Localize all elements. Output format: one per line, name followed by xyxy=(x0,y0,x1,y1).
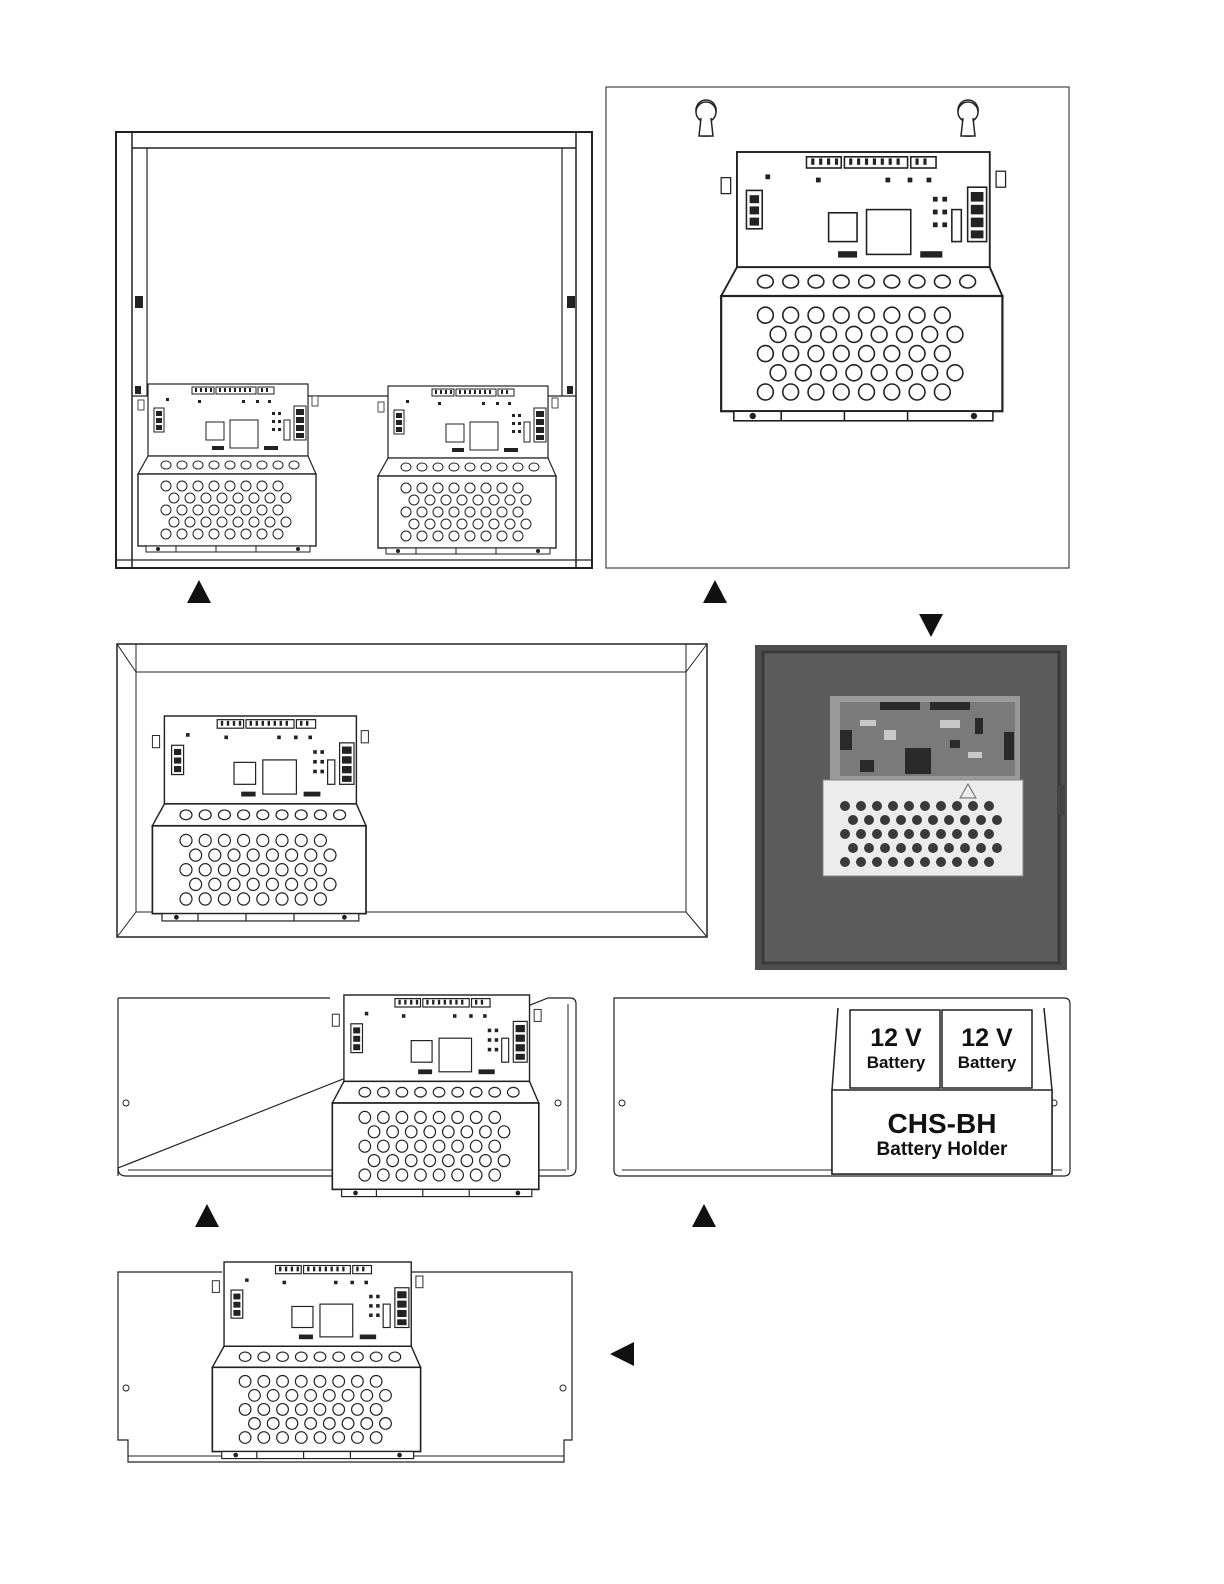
battery-left-voltage: 12 V xyxy=(870,1024,922,1052)
battery-left-label: Battery xyxy=(866,1053,926,1072)
arrow-down-icon xyxy=(919,614,943,637)
battery-right-voltage: 12 V xyxy=(961,1024,1013,1052)
arrow-up-icon xyxy=(692,1204,716,1227)
installed-unit-photo xyxy=(755,645,1067,970)
battery-holder-model: CHS-BH xyxy=(887,1108,997,1139)
arrow-left-icon xyxy=(610,1342,634,1366)
enclosure-wall-mount xyxy=(606,87,1069,568)
arrow-up-icon xyxy=(703,580,727,603)
bottom-tray-module xyxy=(118,1262,572,1462)
battery-holder-description: Battery Holder xyxy=(876,1139,1008,1160)
battery-right-label: Battery xyxy=(957,1053,1017,1072)
arrow-up-icon xyxy=(187,580,211,603)
mounting-tray-module xyxy=(118,995,576,1197)
enclosure-dual-module xyxy=(116,132,592,568)
arrow-up-icon xyxy=(195,1204,219,1227)
enclosure-wide xyxy=(117,644,707,937)
